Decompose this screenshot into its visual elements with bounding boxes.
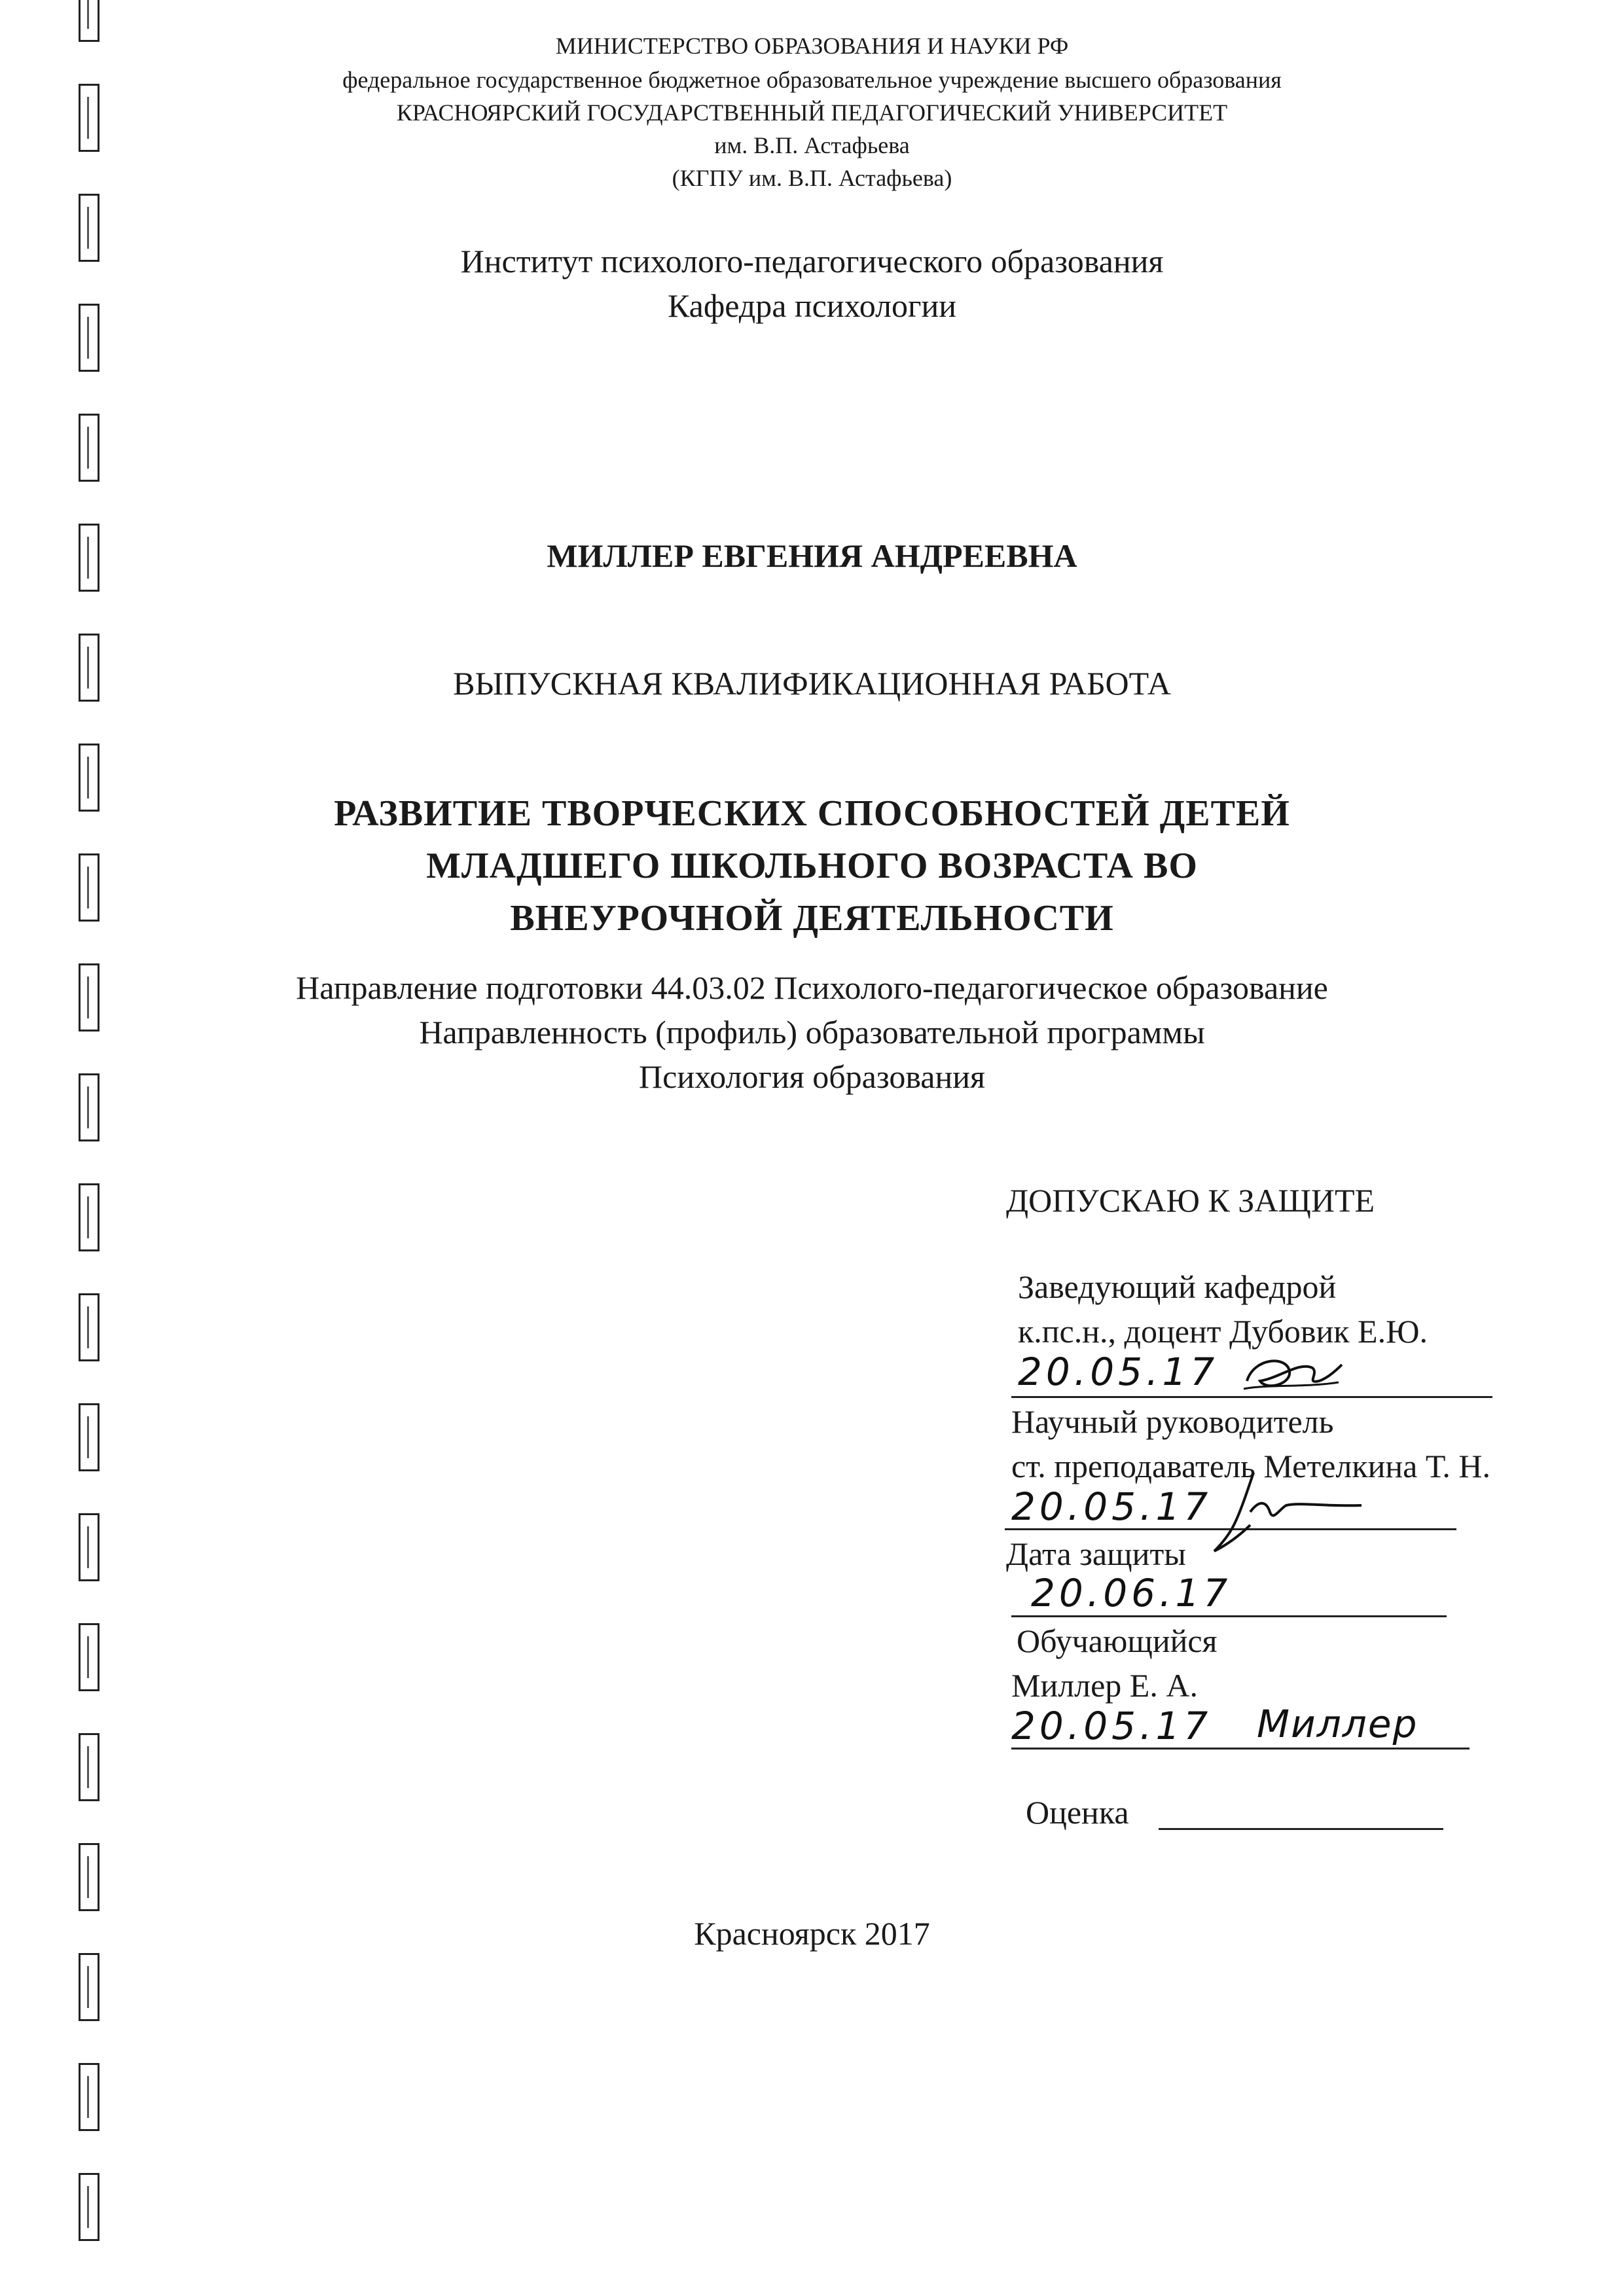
student-signature-line	[1011, 1748, 1470, 1749]
work-type: ВЫПУСКНАЯ КВАЛИФИКАЦИОННАЯ РАБОТА	[453, 665, 1171, 702]
department-name: Кафедра психологии	[667, 287, 957, 324]
thesis-title-line-1: РАЗВИТИЕ ТВОРЧЕСКИХ СПОСОБНОСТЕЙ ДЕТЕЙ	[334, 793, 1290, 834]
binding-mark	[79, 414, 99, 482]
supervisor-name: ст. преподаватель Метелкина Т. Н.	[1011, 1448, 1490, 1484]
binding-mark	[79, 1623, 99, 1691]
university-name: КРАСНОЯРСКИЙ ГОСУДАРСТВЕННЫЙ ПЕДАГОГИЧЕСКИЙ УНИВЕРСИТЕТ	[396, 99, 1228, 126]
university-abbreviation: (КГПУ им. В.П. Астафьева)	[672, 165, 952, 191]
binding-mark	[79, 1843, 99, 1911]
supervisor-approval-date: 20.05.17	[1011, 1484, 1212, 1529]
head-of-department-role: Заведующий кафедрой	[1018, 1268, 1337, 1305]
defense-date-label: Дата защиты	[1006, 1535, 1186, 1572]
thesis-title-line-2: МЛАДШЕГО ШКОЛЬНОГО ВОЗРАСТА ВО	[426, 846, 1198, 886]
student-date: 20.05.17	[1011, 1704, 1212, 1748]
institute-name: Институт психолого-педагогического образования	[460, 243, 1164, 279]
binding-mark	[79, 2173, 99, 2241]
grade-line	[1159, 1828, 1443, 1830]
direction-line: Направление подготовки 44.03.02 Психолого-педагогическое образование	[296, 969, 1328, 1006]
supervisor-signature	[1214, 1460, 1365, 1558]
binding-mark	[79, 2063, 99, 2131]
grade-label: Оценка	[1026, 1794, 1129, 1831]
binding-mark	[79, 1183, 99, 1251]
profile-label: Направленность (профиль) образовательной программы	[419, 1014, 1205, 1050]
student-role: Обучающийся	[1017, 1623, 1218, 1659]
head-of-department-name: к.пс.н., доцент Дубовик Е.Ю.	[1018, 1313, 1428, 1350]
student-signature: Миллер	[1257, 1702, 1418, 1746]
approval-heading: ДОПУСКАЮ К ЗАЩИТЕ	[1006, 1182, 1375, 1219]
supervisor-role: Научный руководитель	[1011, 1403, 1334, 1440]
defense-date: 20.06.17	[1031, 1571, 1232, 1615]
head-signature	[1240, 1348, 1345, 1401]
profile-name: Психология образования	[639, 1058, 985, 1095]
author-name: МИЛЛЕР ЕВГЕНИЯ АНДРЕЕВНА	[547, 537, 1077, 574]
binding-mark	[79, 1513, 99, 1581]
head-approval-date: 20.05.17	[1018, 1350, 1219, 1394]
ministry-line: МИНИСТЕРСТВО ОБРАЗОВАНИЯ И НАУКИ РФ	[555, 33, 1069, 59]
binding-mark	[79, 1293, 99, 1361]
binding-mark	[79, 1403, 99, 1471]
thesis-title-line-3: ВНЕУРОЧНОЙ ДЕЯТЕЛЬНОСТИ	[510, 898, 1114, 939]
city-and-year: Красноярск 2017	[694, 1915, 930, 1952]
institution-type-line: федеральное государственное бюджетное образовательное учреждение высшего образования	[342, 67, 1282, 93]
binding-mark	[79, 1953, 99, 2021]
named-after-line: им. В.П. Астафьева	[714, 132, 910, 158]
binding-mark	[79, 1733, 99, 1801]
defense-date-line	[1011, 1615, 1447, 1617]
student-name: Миллер Е. А.	[1011, 1667, 1198, 1704]
